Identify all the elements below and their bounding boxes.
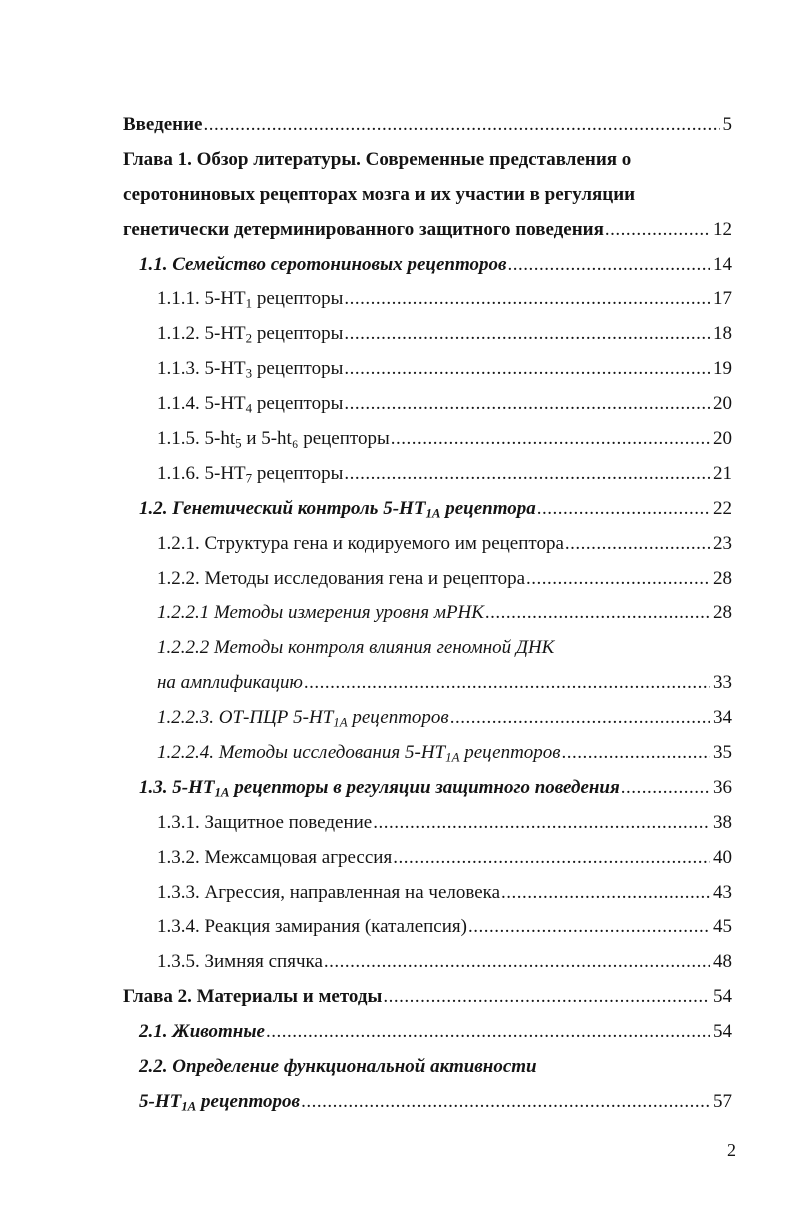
toc-entry: [139, 1015, 732, 1050]
toc-row: [0, 1015, 794, 1050]
toc-page-number: 22: [713, 497, 732, 519]
toc-entry-title-text: 1.2. Генетический контроль 5-HT: [139, 497, 426, 519]
toc-page-number: 48: [713, 951, 732, 973]
toc-dot-leader: [301, 1085, 710, 1120]
toc-page-number: 40: [713, 846, 732, 868]
toc-entry-title: [123, 143, 631, 178]
toc-entry-title: [157, 945, 323, 980]
toc-row: [0, 457, 794, 492]
toc-row: [0, 317, 794, 352]
toc-page-number: 57: [713, 1090, 732, 1112]
toc-entry-title-suffix: рецепторы: [252, 358, 344, 380]
toc-page-number: 12: [713, 218, 732, 240]
toc-row: [0, 282, 794, 317]
toc-row: [0, 387, 794, 422]
toc-entry-title-text: 2.1. Животные: [139, 1021, 265, 1043]
toc-page-number: 36: [713, 776, 732, 798]
toc-entry-title-suffix: рецепторов: [347, 707, 449, 729]
toc-entry-title-suffix: рецепторы: [252, 288, 344, 310]
toc-page-number: 33: [713, 672, 732, 694]
toc-dot-leader: [304, 666, 710, 701]
toc-dot-leader: [507, 248, 710, 283]
toc-dot-leader: [621, 771, 710, 806]
toc-entry: [157, 945, 732, 980]
toc-entry-title-text: Глава 1. Обзор литературы. Современные представления о: [123, 148, 632, 170]
toc-entry-title-text: 1.3.2. Межсамцовая агрессия: [157, 846, 393, 868]
toc-row: [0, 736, 794, 771]
toc-row: [0, 771, 794, 806]
toc-entry-title: [123, 108, 203, 143]
toc-dot-leader: [324, 945, 710, 980]
toc-page-number: 28: [713, 602, 732, 624]
toc-entry-subscript: 5: [235, 435, 242, 451]
page-number: 2: [727, 1140, 736, 1160]
table-of-contents: [0, 108, 794, 1120]
toc-entry-title-suffix: рецепторы: [252, 323, 344, 345]
toc-dot-leader: [204, 108, 720, 143]
toc-entry-title-suffix: рецепторов: [459, 742, 561, 764]
toc-entry-title-text: 1.2.2. Методы исследования гена и рецептора: [157, 567, 526, 589]
toc-row: [0, 422, 794, 457]
toc-entry-subscript: 1A: [425, 505, 441, 521]
toc-entry-title: [157, 422, 390, 457]
toc-entry-title: [139, 771, 620, 806]
toc-entry-title-text: 1.1.5. 5-ht: [157, 428, 236, 450]
toc-dot-leader: [526, 562, 710, 597]
toc-entry-title: [157, 596, 484, 631]
toc-page-number: 45: [713, 916, 732, 938]
toc-dot-leader: [501, 876, 710, 911]
toc-dot-leader: [485, 596, 710, 631]
toc-page-number: 17: [713, 288, 732, 310]
toc-entry-title: [157, 910, 467, 945]
toc-entry: [157, 666, 732, 701]
toc-entry-title-text: 1.3.5. Зимняя спячка: [157, 951, 323, 973]
toc-dot-leader: [344, 352, 710, 387]
toc-row: [0, 666, 794, 701]
toc-page-number: 21: [713, 462, 732, 484]
toc-dot-leader: [450, 701, 710, 736]
toc-dot-leader: [393, 841, 710, 876]
toc-page-number: 18: [713, 323, 732, 345]
toc-entry-subscript: 2: [245, 330, 253, 346]
toc-entry-title: [157, 666, 303, 701]
toc-dot-leader: [344, 387, 710, 422]
toc-entry: [139, 1050, 537, 1085]
toc-entry-title: [139, 1050, 537, 1085]
toc-row: [0, 1050, 794, 1085]
toc-page-number: 54: [713, 1021, 732, 1043]
toc-dot-leader: [565, 527, 710, 562]
toc-page-number: 20: [713, 393, 732, 415]
toc-page-number: 28: [713, 567, 732, 589]
toc-entry: [157, 701, 732, 736]
toc-row: [0, 108, 794, 143]
toc-dot-leader: [344, 457, 710, 492]
toc-entry: [157, 910, 732, 945]
toc-entry-title-text: 2.2. Определение функциональной активности: [139, 1056, 537, 1078]
toc-page-number: 14: [713, 253, 732, 275]
toc-entry-title: [157, 806, 372, 841]
toc-entry-title-text: Глава 2. Материалы и методы: [123, 986, 383, 1008]
toc-row: [0, 876, 794, 911]
toc-page-number: 38: [713, 811, 732, 833]
toc-row: [0, 213, 794, 248]
toc-entry: [157, 282, 732, 317]
toc-entry: [157, 352, 732, 387]
toc-entry-title: [139, 1085, 300, 1120]
toc-entry-subscript: 7: [245, 470, 253, 486]
toc-entry-title-text: генетически детерминированного защитного поведения: [123, 218, 604, 240]
toc-entry: [157, 527, 732, 562]
toc-entry-title-text: на амплификацию: [157, 672, 303, 694]
toc-page-number: 5: [722, 114, 732, 135]
toc-entry: [123, 980, 732, 1015]
toc-entry-title-text: 1.3.1. Защитное поведение: [157, 811, 373, 833]
toc-row: [0, 352, 794, 387]
toc-entry-title: [157, 562, 525, 597]
toc-entry: [123, 108, 732, 143]
toc-entry-title: [157, 352, 343, 387]
toc-row: [0, 143, 794, 178]
toc-page-number: 23: [713, 532, 732, 554]
toc-row: [0, 248, 794, 283]
toc-row: [0, 562, 794, 597]
toc-row: [0, 806, 794, 841]
toc-entry: [123, 143, 631, 178]
toc-entry-title-text: серотониновых рецепторах мозга и их участии в регуляции: [123, 183, 636, 205]
toc-entry: [157, 736, 732, 771]
toc-row: [0, 178, 794, 213]
toc-entry: [157, 317, 732, 352]
toc-entry: [157, 387, 732, 422]
toc-entry-title-text: 1.2.1. Структура гена и кодируемого им рецептора: [157, 532, 564, 554]
toc-page-number: 54: [713, 986, 732, 1008]
toc-dot-leader: [373, 806, 710, 841]
toc-entry-title: [123, 178, 635, 213]
toc-entry-subscript: 3: [245, 365, 253, 381]
toc-entry-title: [157, 631, 554, 666]
toc-row: [0, 841, 794, 876]
toc-entry: [157, 596, 732, 631]
toc-entry-title-text: Введение: [123, 114, 203, 135]
toc-entry-title: [157, 282, 343, 317]
toc-dot-leader: [562, 736, 710, 771]
toc-entry-title-text: 1.3.3. Агрессия, направленная на человека: [157, 881, 501, 903]
toc-entry-title-text: 1.2.2.2 Методы контроля влияния геномной ДНК: [157, 637, 555, 659]
toc-entry-title-text: 5-HT: [139, 1090, 182, 1112]
toc-entry-title: [157, 387, 343, 422]
toc-entry-title: [157, 701, 449, 736]
toc-entry-title: [139, 248, 506, 283]
toc-entry-title-text: 1.2.2.3. ОТ-ПЦР 5-HT: [157, 707, 334, 729]
toc-entry-title: [157, 527, 564, 562]
toc-page-number: 19: [713, 358, 732, 380]
toc-dot-leader: [468, 910, 710, 945]
toc-entry-title-text: 1.3. 5-HT: [139, 776, 215, 798]
toc-entry-title: [157, 841, 392, 876]
toc-dot-leader: [605, 213, 710, 248]
toc-entry: [139, 492, 732, 527]
toc-dot-leader: [537, 492, 710, 527]
toc-row: [0, 945, 794, 980]
toc-entry-title: [157, 457, 343, 492]
toc-row: [0, 596, 794, 631]
toc-dot-leader: [344, 317, 710, 352]
toc-entry-title-text: 1.1.2. 5-HT: [157, 323, 246, 345]
toc-entry-title-text: 1.3.4. Реакция замирания (каталепсия): [157, 916, 467, 938]
toc-entry-title: [157, 317, 343, 352]
toc-entry: [157, 631, 554, 666]
toc-row: [0, 701, 794, 736]
toc-entry-title-suffix: рецепторы в регуляции защитного поведения: [229, 776, 620, 798]
toc-entry: [139, 1085, 732, 1120]
toc-entry-title-text: 1.2.2.1 Методы измерения уровня мРНК: [157, 602, 484, 624]
toc-dot-leader: [344, 282, 710, 317]
toc-entry-title-suffix: и 5-ht₆ рецепторы: [241, 428, 390, 450]
toc-entry: [157, 422, 732, 457]
toc-entry: [157, 876, 732, 911]
toc-dot-leader: [266, 1015, 710, 1050]
toc-entry-title-suffix: рецепторов: [196, 1090, 301, 1112]
toc-page-number: 43: [713, 881, 732, 903]
toc-entry-subscript: 1A: [214, 784, 230, 800]
toc-entry-subscript: 1A: [181, 1098, 197, 1114]
toc-entry-title-text: 1.1.6. 5-HT: [157, 462, 246, 484]
toc-entry-title: [139, 492, 536, 527]
toc-entry-title: [139, 1015, 265, 1050]
toc-entry-title-text: 1.1. Семейство серотониновых рецепторов: [139, 253, 507, 275]
toc-page-number: 34: [713, 707, 732, 729]
toc-entry-title-text: 1.1.4. 5-HT: [157, 393, 246, 415]
toc-row: [0, 1085, 794, 1120]
toc-page-number: 20: [713, 428, 732, 450]
toc-entry-title-suffix: рецепторы: [252, 393, 344, 415]
toc-entry: [157, 457, 732, 492]
toc-entry: [157, 806, 732, 841]
toc-dot-leader: [383, 980, 710, 1015]
toc-entry-subscript: 1: [245, 296, 253, 312]
toc-entry-subscript: 4: [245, 400, 253, 416]
toc-entry: [157, 841, 732, 876]
toc-entry-subscript: 1A: [445, 749, 460, 765]
toc-entry: [139, 771, 732, 806]
toc-entry-title-suffix: рецептора: [440, 497, 536, 519]
toc-entry-title-text: 1.2.2.4. Методы исследования 5-HT: [157, 742, 446, 764]
toc-entry-title-suffix: рецепторы: [252, 462, 344, 484]
toc-entry-subscript: 1A: [333, 714, 348, 730]
toc-row: [0, 492, 794, 527]
toc-entry-title-text: 1.1.1. 5-HT: [157, 288, 246, 310]
toc-page-number: 35: [713, 742, 732, 764]
toc-entry-title: [123, 213, 604, 248]
toc-entry-title: [157, 736, 561, 771]
toc-entry-title: [157, 876, 500, 911]
toc-dot-leader: [391, 422, 710, 457]
toc-entry: [123, 178, 635, 213]
toc-row: [0, 980, 794, 1015]
toc-row: [0, 527, 794, 562]
toc-entry-title-text: 1.1.3. 5-HT: [157, 358, 246, 380]
toc-row: [0, 631, 794, 666]
toc-entry-title: [123, 980, 382, 1015]
toc-entry: [123, 213, 732, 248]
toc-entry: [157, 562, 732, 597]
toc-entry: [139, 248, 732, 283]
toc-row: [0, 910, 794, 945]
